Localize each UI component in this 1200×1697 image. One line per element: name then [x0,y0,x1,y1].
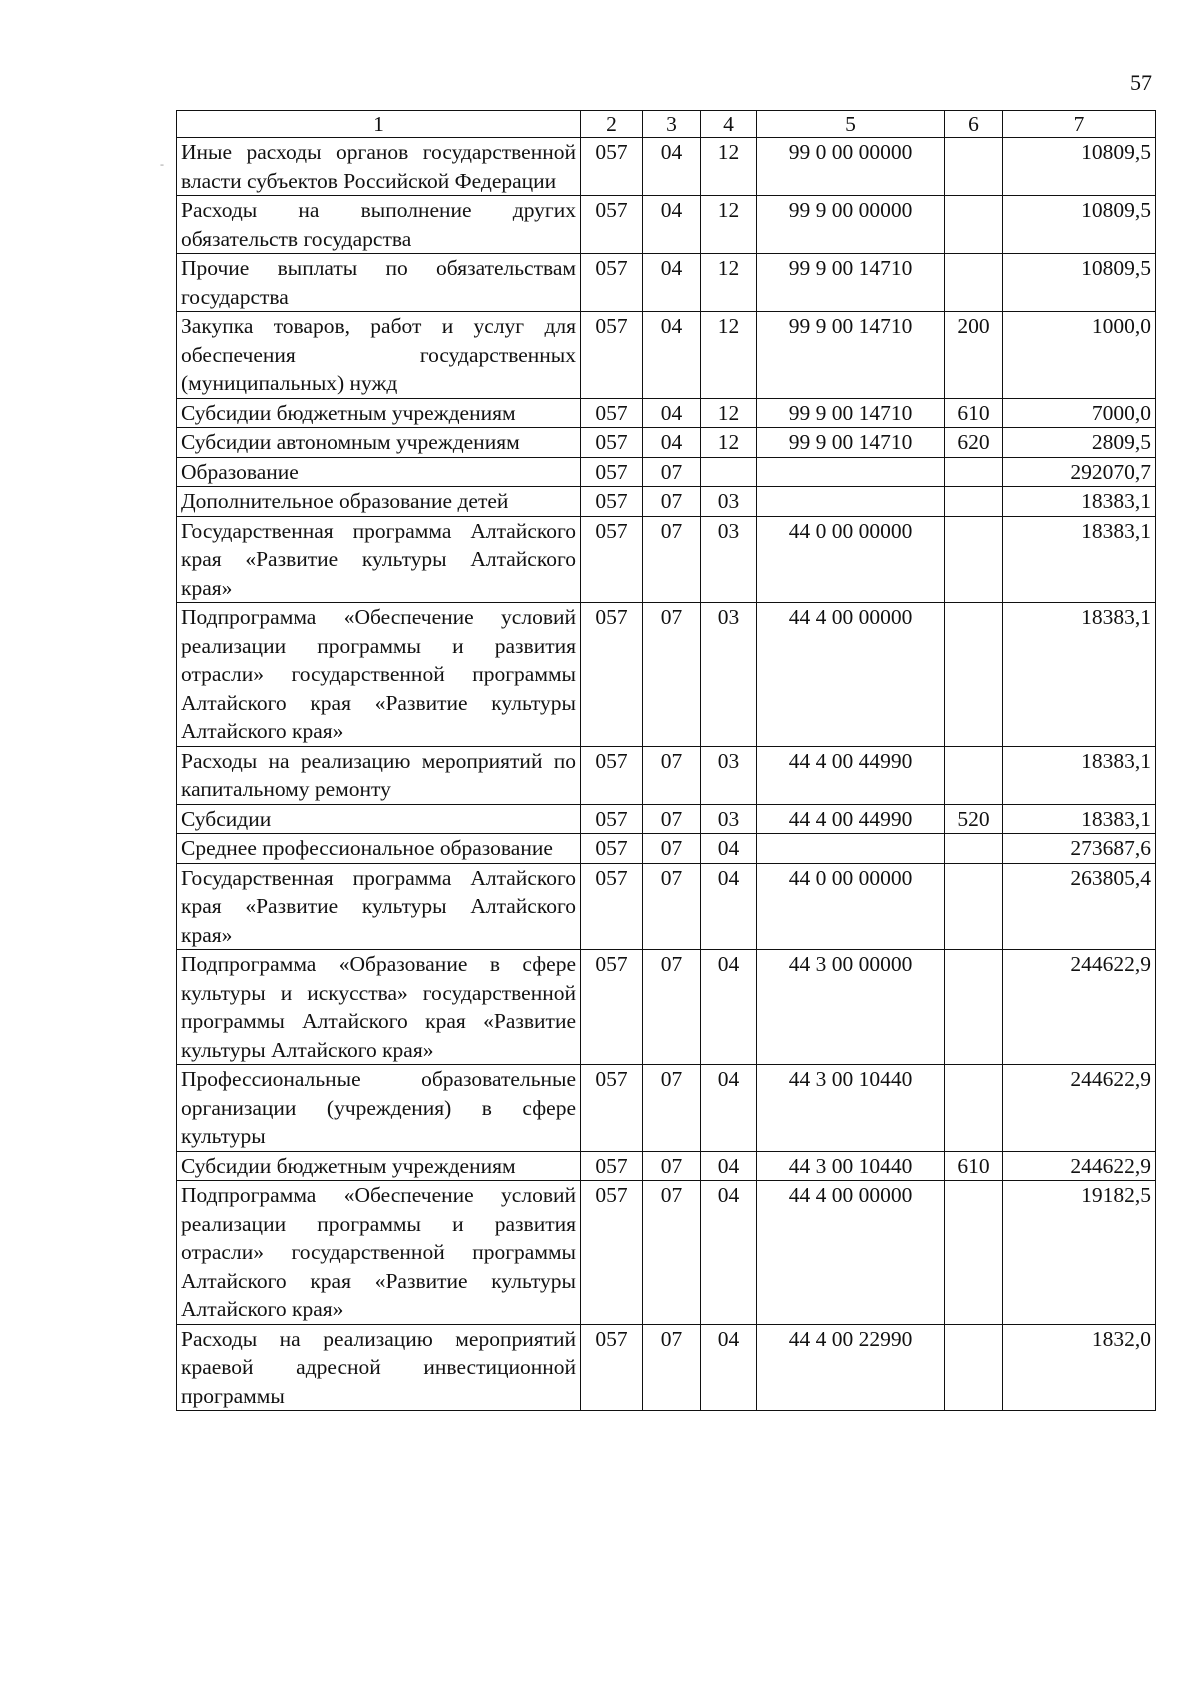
subsection-code-cell: 04 [701,1181,757,1325]
expense-type-cell: 610 [945,1151,1003,1181]
section-code-cell: 07 [643,457,701,487]
expense-name-cell: Расходы на выполнение других обязательств государства [177,196,581,254]
admin-code-cell: 057 [581,603,643,747]
amount-cell: 244622,9 [1003,950,1156,1065]
expense-name-cell: Субсидии автономным учреждениям [177,428,581,458]
table-row [177,1151,1156,1181]
target-article-cell: 99 9 00 14710 [757,398,945,428]
target-article-cell: 99 9 00 14710 [757,428,945,458]
table-body [177,138,1156,1411]
subsection-code-cell: 04 [701,950,757,1065]
admin-code-cell: 057 [581,457,643,487]
expense-name-cell: Дополнительное образование детей [177,487,581,517]
section-code-cell: 04 [643,254,701,312]
section-code-cell: 07 [643,746,701,804]
expense-name-cell: Закупка товаров, работ и услуг для обеспечения государственных (муниципальных) нужд [177,312,581,399]
table-row [177,138,1156,196]
amount-cell: 273687,6 [1003,834,1156,864]
expense-type-cell: 200 [945,312,1003,399]
admin-code-cell: 057 [581,834,643,864]
table-row [177,603,1156,747]
admin-code-cell: 057 [581,398,643,428]
amount-cell: 18383,1 [1003,746,1156,804]
amount-cell: 263805,4 [1003,863,1156,950]
expense-type-cell: 610 [945,398,1003,428]
expense-name-cell: Образование [177,457,581,487]
admin-code-cell: 057 [581,138,643,196]
expense-type-cell [945,1181,1003,1325]
expense-type-cell [945,516,1003,603]
admin-code-cell: 057 [581,804,643,834]
admin-code-cell: 057 [581,312,643,399]
column-header-4: 4 [701,111,757,138]
section-code-cell: 07 [643,487,701,517]
expense-name-cell: Субсидии бюджетным учреждениям [177,1151,581,1181]
expense-type-cell [945,487,1003,517]
amount-cell: 1832,0 [1003,1324,1156,1411]
expense-name-cell: Подпрограмма «Обеспечение условий реализации программы и развития отрасли» государственной программы Алтайского края «Развитие культуры Алтайского края» [177,603,581,747]
table-row [177,487,1156,517]
section-code-cell: 04 [643,138,701,196]
expense-type-cell: 520 [945,804,1003,834]
amount-cell: 10809,5 [1003,254,1156,312]
admin-code-cell: 057 [581,1065,643,1152]
section-code-cell: 07 [643,950,701,1065]
expense-name-cell: Прочие выплаты по обязательствам государства [177,254,581,312]
expense-name-cell: Расходы на реализацию мероприятий по капитальному ремонту [177,746,581,804]
table-row [177,804,1156,834]
section-code-cell: 07 [643,1324,701,1411]
subsection-code-cell: 03 [701,487,757,517]
section-code-cell: 07 [643,1181,701,1325]
amount-cell: 1000,0 [1003,312,1156,399]
header-row [177,111,1156,138]
section-code-cell: 04 [643,312,701,399]
target-article-cell: 44 3 00 00000 [757,950,945,1065]
expense-name-cell: Профессиональные образовательные организации (учреждения) в сфере культуры [177,1065,581,1152]
expense-type-cell [945,196,1003,254]
admin-code-cell: 057 [581,516,643,603]
target-article-cell: 44 4 00 00000 [757,1181,945,1325]
expense-name-cell: Подпрограмма «Обеспечение условий реализации программы и развития отрасли» государственной программы Алтайского края «Развитие культуры Алтайского края» [177,1181,581,1325]
target-article-cell: 99 9 00 14710 [757,312,945,399]
table-row [177,834,1156,864]
target-article-cell: 99 9 00 14710 [757,254,945,312]
subsection-code-cell: 04 [701,834,757,864]
subsection-code-cell: 04 [701,863,757,950]
subsection-code-cell [701,457,757,487]
amount-cell: 19182,5 [1003,1181,1156,1325]
amount-cell: 244622,9 [1003,1065,1156,1152]
section-code-cell: 07 [643,516,701,603]
table-row [177,312,1156,399]
target-article-cell: 44 3 00 10440 [757,1065,945,1152]
table-row [177,950,1156,1065]
subsection-code-cell: 04 [701,1151,757,1181]
table-row [177,428,1156,458]
section-code-cell: 07 [643,834,701,864]
column-header-2: 2 [581,111,643,138]
table-row [177,254,1156,312]
subsection-code-cell: 12 [701,398,757,428]
expense-name-cell: Субсидии бюджетным учреждениям [177,398,581,428]
budget-table [176,110,1156,1411]
amount-cell: 18383,1 [1003,603,1156,747]
subsection-code-cell: 12 [701,138,757,196]
table-header [177,111,1156,138]
admin-code-cell: 057 [581,1324,643,1411]
expense-name-cell: Среднее профессиональное образование [177,834,581,864]
admin-code-cell: 057 [581,254,643,312]
target-article-cell: 44 3 00 10440 [757,1151,945,1181]
target-article-cell: 99 0 00 00000 [757,138,945,196]
subsection-code-cell: 03 [701,603,757,747]
amount-cell: 18383,1 [1003,804,1156,834]
subsection-code-cell: 12 [701,428,757,458]
section-code-cell: 07 [643,804,701,834]
expense-type-cell [945,254,1003,312]
target-article-cell [757,834,945,864]
subsection-code-cell: 03 [701,516,757,603]
column-header-3: 3 [643,111,701,138]
target-article-cell: 44 4 00 00000 [757,603,945,747]
table-row [177,1324,1156,1411]
table-row [177,746,1156,804]
target-article-cell: 44 4 00 44990 [757,804,945,834]
target-article-cell [757,457,945,487]
amount-cell: 292070,7 [1003,457,1156,487]
column-header-7: 7 [1003,111,1156,138]
admin-code-cell: 057 [581,1181,643,1325]
subsection-code-cell: 04 [701,1324,757,1411]
amount-cell: 18383,1 [1003,516,1156,603]
table-row [177,516,1156,603]
table-row [177,1065,1156,1152]
subsection-code-cell: 03 [701,804,757,834]
section-code-cell: 07 [643,603,701,747]
target-article-cell: 44 4 00 22990 [757,1324,945,1411]
table-row [177,398,1156,428]
expense-name-cell: Расходы на реализацию мероприятий краевой адресной инвестиционной программы [177,1324,581,1411]
expense-type-cell [945,1065,1003,1152]
page-number: 57 [1130,70,1152,95]
amount-cell: 10809,5 [1003,138,1156,196]
section-code-cell: 04 [643,196,701,254]
scan-speck: - [160,157,164,171]
expense-type-cell [945,746,1003,804]
column-header-1: 1 [177,111,581,138]
column-header-6: 6 [945,111,1003,138]
amount-cell: 2809,5 [1003,428,1156,458]
section-code-cell: 07 [643,1065,701,1152]
amount-cell: 10809,5 [1003,196,1156,254]
expense-type-cell [945,1324,1003,1411]
expense-type-cell [945,138,1003,196]
target-article-cell: 44 0 00 00000 [757,863,945,950]
target-article-cell [757,487,945,517]
admin-code-cell: 057 [581,196,643,254]
amount-cell: 18383,1 [1003,487,1156,517]
section-code-cell: 04 [643,398,701,428]
expense-type-cell [945,603,1003,747]
admin-code-cell: 057 [581,863,643,950]
expense-type-cell [945,457,1003,487]
expense-type-cell: 620 [945,428,1003,458]
expense-name-cell: Государственная программа Алтайского края «Развитие культуры Алтайского края» [177,516,581,603]
expense-name-cell: Государственная программа Алтайского края «Развитие культуры Алтайского края» [177,863,581,950]
target-article-cell: 44 0 00 00000 [757,516,945,603]
expense-type-cell [945,834,1003,864]
subsection-code-cell: 12 [701,196,757,254]
section-code-cell: 07 [643,863,701,950]
expense-name-cell: Иные расходы органов государственной власти субъектов Российской Федерации [177,138,581,196]
admin-code-cell: 057 [581,428,643,458]
admin-code-cell: 057 [581,746,643,804]
table-row [177,1181,1156,1325]
table-row [177,196,1156,254]
amount-cell: 7000,0 [1003,398,1156,428]
section-code-cell: 04 [643,428,701,458]
target-article-cell: 44 4 00 44990 [757,746,945,804]
column-header-5: 5 [757,111,945,138]
expense-name-cell: Подпрограмма «Образование в сфере культуры и искусства» государственной программы Алтайского края «Развитие культуры Алтайского края» [177,950,581,1065]
admin-code-cell: 057 [581,487,643,517]
admin-code-cell: 057 [581,1151,643,1181]
target-article-cell: 99 9 00 00000 [757,196,945,254]
expense-name-cell: Субсидии [177,804,581,834]
subsection-code-cell: 04 [701,1065,757,1152]
subsection-code-cell: 03 [701,746,757,804]
table-row [177,863,1156,950]
section-code-cell: 07 [643,1151,701,1181]
admin-code-cell: 057 [581,950,643,1065]
table-row [177,457,1156,487]
subsection-code-cell: 12 [701,312,757,399]
subsection-code-cell: 12 [701,254,757,312]
expense-type-cell [945,863,1003,950]
amount-cell: 244622,9 [1003,1151,1156,1181]
expense-type-cell [945,950,1003,1065]
